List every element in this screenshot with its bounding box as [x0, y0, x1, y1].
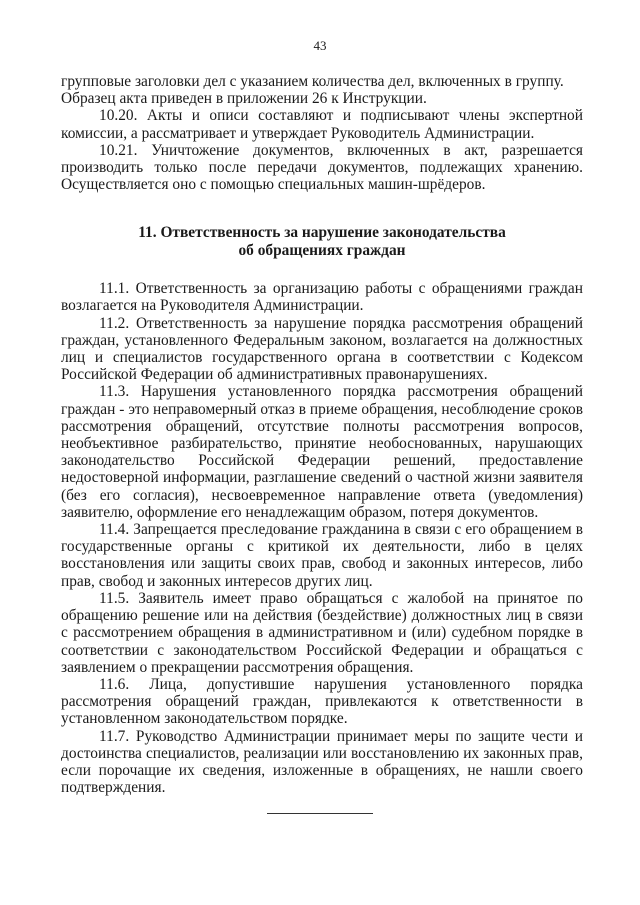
paragraph-11-2: 11.2. Ответственность за нарушение порядка рассмотрения обращений граждан, установленного Федеральным законом, возлагается на должностных лиц и специалистов государственного органа в соответствии с Кодексом Российской Федерации об административных правонарушениях.: [61, 314, 583, 384]
paragraph-11-7: 11.7. Руководство Администрации принимает меры по защите чести и достоинства специалистов, реализации или восстановлению их законных прав, если порочащие их сведения, изложенные в обращениях, не нашли своего подтверждения.: [61, 727, 583, 797]
footer-divider: [267, 813, 373, 814]
paragraph-11-5: 11.5. Заявитель имеет право обращаться с жалобой на принятое по обращению решение или на действия (бездействие) должностных лиц в связи с рассмотрением обращения в административном и (или) судебном порядке в соответствии с законодательством Российской Федерации и обращаться с заявлением о прекращении рассмотрения обращения.: [61, 589, 583, 676]
paragraph-11-3: 11.3. Нарушения установленного порядка рассмотрения обращений граждан - это неправомерный отказ в приеме обращения, несоблюдение сроков рассмотрения обращений, отсутствие полноты рассмотрения вопросов, необъективное разбирательство, принятие необоснованных, нарушающих законодательство Российской Федерации решений, предоставление недостоверной информации, разглашение сведений о частной жизни заявителя (без его согласия), несвоевременное направление ответа (уведомления) заявителю, оформление его ненадлежащим образом, потеря документов.: [61, 383, 583, 521]
carryover-line: групповые заголовки дел с указанием количества дел, включенных в группу.: [61, 73, 564, 90]
paragraph-11-6: 11.6. Лица, допустившие нарушения установленного порядка рассмотрения обращений граждан, привлекаются к ответственности в установленном законодательством порядке.: [61, 675, 583, 728]
carryover-line: Образец акта приведен в приложении 26 к Инструкции.: [61, 90, 427, 108]
paragraph-10-20: 10.20. Акты и описи составляют и подписывают члены экспертной комиссии, а рассматривает и утверждает Руководитель Администрации.: [61, 107, 583, 142]
section-title-continuation: об обращениях граждан: [238, 241, 406, 259]
document-body: [61, 73, 583, 796]
section-title: 11. Ответственность за нарушение законодательства: [138, 224, 506, 242]
paragraph-10-21: 10.21. Уничтожение документов, включенных в акт, разрешается производить только после передачи документов, подлежащих хранению. Осуществляется оно с помощью специальных машин-шрёдеров.: [61, 141, 583, 194]
paragraph-11-1: 11.1. Ответственность за организацию работы с обращениями граждан возлагается на Руководителя Администрации.: [61, 280, 583, 315]
page-number: 43: [313, 38, 327, 53]
paragraph-11-4: 11.4. Запрещается преследование гражданина в связи с его обращением в государственные органы с критикой их деятельности, либо в целях восстановления или защиты своих прав, свобод и законных интересов, либо прав, свобод и законных интересов других лиц.: [61, 521, 583, 590]
